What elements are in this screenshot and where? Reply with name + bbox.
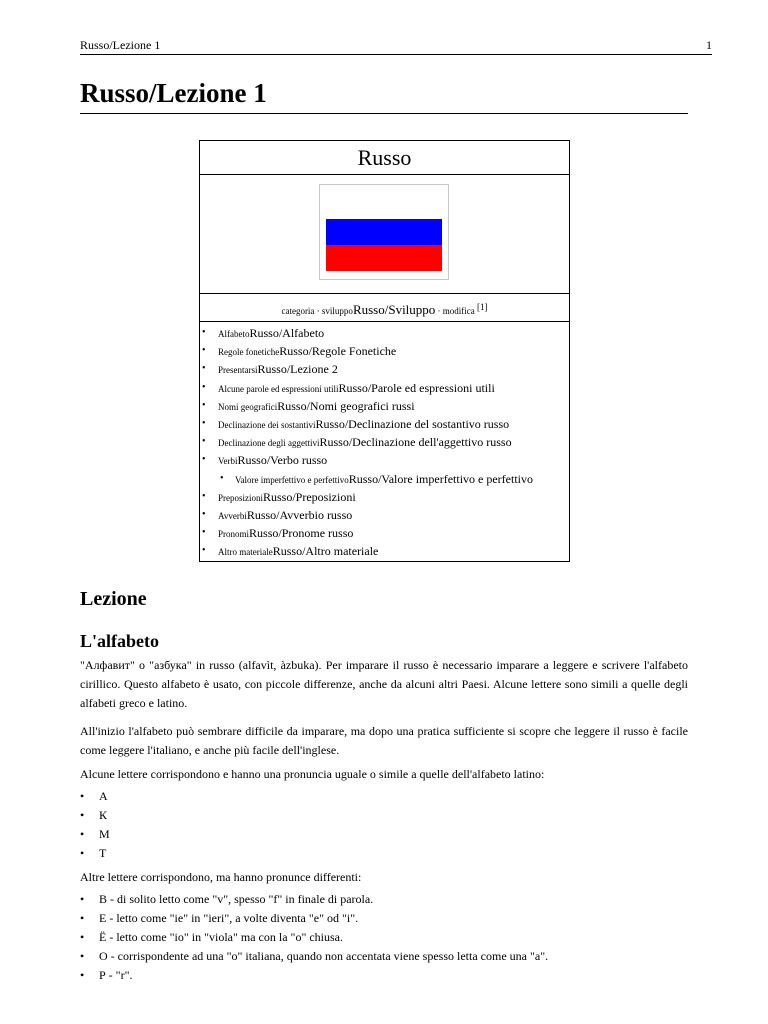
list-item: • О - corrispondente ad una "o" italiana, quando non accentata viene spesso letta come una "a".: [80, 947, 688, 966]
list-item: • Т: [80, 844, 688, 863]
item-label: Presentarsi: [218, 365, 258, 376]
flag-stripe-blue: [326, 219, 442, 245]
russian-flag-image: [326, 193, 442, 271]
list-item: • В - di solito letto come "v", spesso "f" in finale di parola.: [80, 890, 688, 909]
item-link[interactable]: Russo/Verbo russo: [237, 453, 328, 468]
item-label: Nomi geografici: [218, 401, 278, 412]
paragraph-difficulty: All'inizio l'alfabeto può sembrare difficile da imparare, ma dopo una pratica sufficiente si scopre che leggere il russo è facile come leggere l'italiano, e anche più facile dell'inglese.: [80, 724, 688, 757]
list-item[interactable]: [200, 379, 569, 397]
item-label: Verbi: [218, 456, 238, 467]
running-header-title: Russo/Lezione 1: [80, 38, 161, 52]
section-heading-alfabeto: L'alfabeto: [80, 631, 159, 651]
list-item[interactable]: [200, 433, 569, 451]
item-label: Preposizioni: [218, 492, 263, 503]
different-letters-list: [80, 890, 688, 985]
infobox: [199, 140, 570, 562]
running-header: [80, 38, 712, 55]
item-label: Altro materiale: [218, 547, 273, 558]
category-link[interactable]: Russo/Sviluppo: [352, 302, 436, 317]
same-letters-list: [80, 787, 688, 863]
item-link[interactable]: Russo/Avverbio russo: [246, 507, 353, 522]
list-item[interactable]: [200, 397, 569, 415]
list-item[interactable]: [200, 324, 569, 342]
infobox-title: Russo: [200, 141, 569, 175]
infobox-category-row: [200, 294, 569, 322]
list-item[interactable]: [200, 542, 569, 560]
category-label: categoria · sviluppo: [281, 306, 353, 316]
infobox-flag-cell: [200, 175, 569, 294]
list-item: • К: [80, 806, 688, 825]
list-subitem[interactable]: [200, 470, 569, 488]
item-link[interactable]: Russo/Alfabeto: [249, 326, 325, 340]
item-link[interactable]: Russo/Lezione 2: [257, 362, 338, 377]
item-label: Declinazione degli aggettivi: [218, 438, 320, 449]
item-label: Declinazione dei sostantivi: [218, 419, 316, 430]
infobox-lesson-list: [200, 322, 569, 561]
list-item[interactable]: [200, 524, 569, 542]
list-item[interactable]: [200, 415, 569, 433]
item-link[interactable]: Russo/Preposizioni: [263, 489, 356, 504]
flag-stripe-red: [326, 245, 442, 271]
item-link[interactable]: Russo/Declinazione dell'aggettivo russo: [319, 435, 512, 450]
item-label: Pronomi: [218, 529, 250, 540]
paragraph-intro: "Алфавит" o "азбука" in russo (alfavìt, àzbuka). Per imparare il russo è necessario imparare a leggere e scrivere l'alfabeto cirillico. Questo alfabeto è usato, con piccole differenze, anche da alcuni altri Paesi. Alcune lettere sono simili a quelle degli alfabeti greco e latino.: [80, 658, 688, 710]
list-item: • Р - "r".: [80, 966, 688, 985]
item-link[interactable]: Russo/Declinazione del sostantivo russo: [315, 416, 510, 431]
paragraph-same-letters: Alcune lettere corrispondono e hanno una pronuncia uguale o simile a quelle dell'alfabeto latino:: [80, 767, 545, 781]
page-number: 1: [706, 38, 712, 52]
section-heading-lezione: Lezione: [80, 588, 147, 610]
item-label: Alfabeto: [218, 329, 250, 339]
list-item: • А: [80, 787, 688, 806]
item-link[interactable]: Russo/Regole Fonetiche: [279, 344, 397, 359]
list-item: • Ё - letto come "io" in "viola" ma con la "o" chiusa.: [80, 928, 688, 947]
reference-marker[interactable]: [1]: [477, 302, 488, 312]
list-item[interactable]: [200, 506, 569, 524]
list-item: • М: [80, 825, 688, 844]
list-item[interactable]: [200, 360, 569, 378]
item-label: Alcune parole ed espressioni utili: [218, 383, 339, 394]
item-link[interactable]: Russo/Valore imperfettivo e perfettivo: [348, 471, 534, 486]
item-label: Avverbi: [218, 510, 247, 521]
item-link[interactable]: Russo/Pronome russo: [249, 526, 354, 541]
item-label: Valore imperfettivo e perfettivo: [235, 474, 349, 485]
item-link[interactable]: Russo/Parole ed espressioni utili: [338, 380, 495, 395]
flag-image-frame: [319, 184, 449, 280]
item-link[interactable]: Russo/Nomi geografici russi: [277, 398, 415, 413]
list-item[interactable]: [200, 342, 569, 360]
edit-link[interactable]: · modifica: [435, 306, 478, 316]
list-item[interactable]: [200, 488, 569, 506]
item-link[interactable]: Russo/Altro materiale: [272, 544, 379, 559]
paragraph-different-letters: Altre lettere corrispondono, ma hanno pronunce differenti:: [80, 870, 362, 884]
list-item[interactable]: [200, 451, 569, 469]
item-label: Regole fonetiche: [218, 347, 280, 358]
page-title: Russo/Lezione 1: [80, 78, 688, 114]
list-item: • Е - letto come "ie" in "ieri", a volte diventa "e" od "i".: [80, 909, 688, 928]
flag-stripe-white: [326, 193, 442, 219]
